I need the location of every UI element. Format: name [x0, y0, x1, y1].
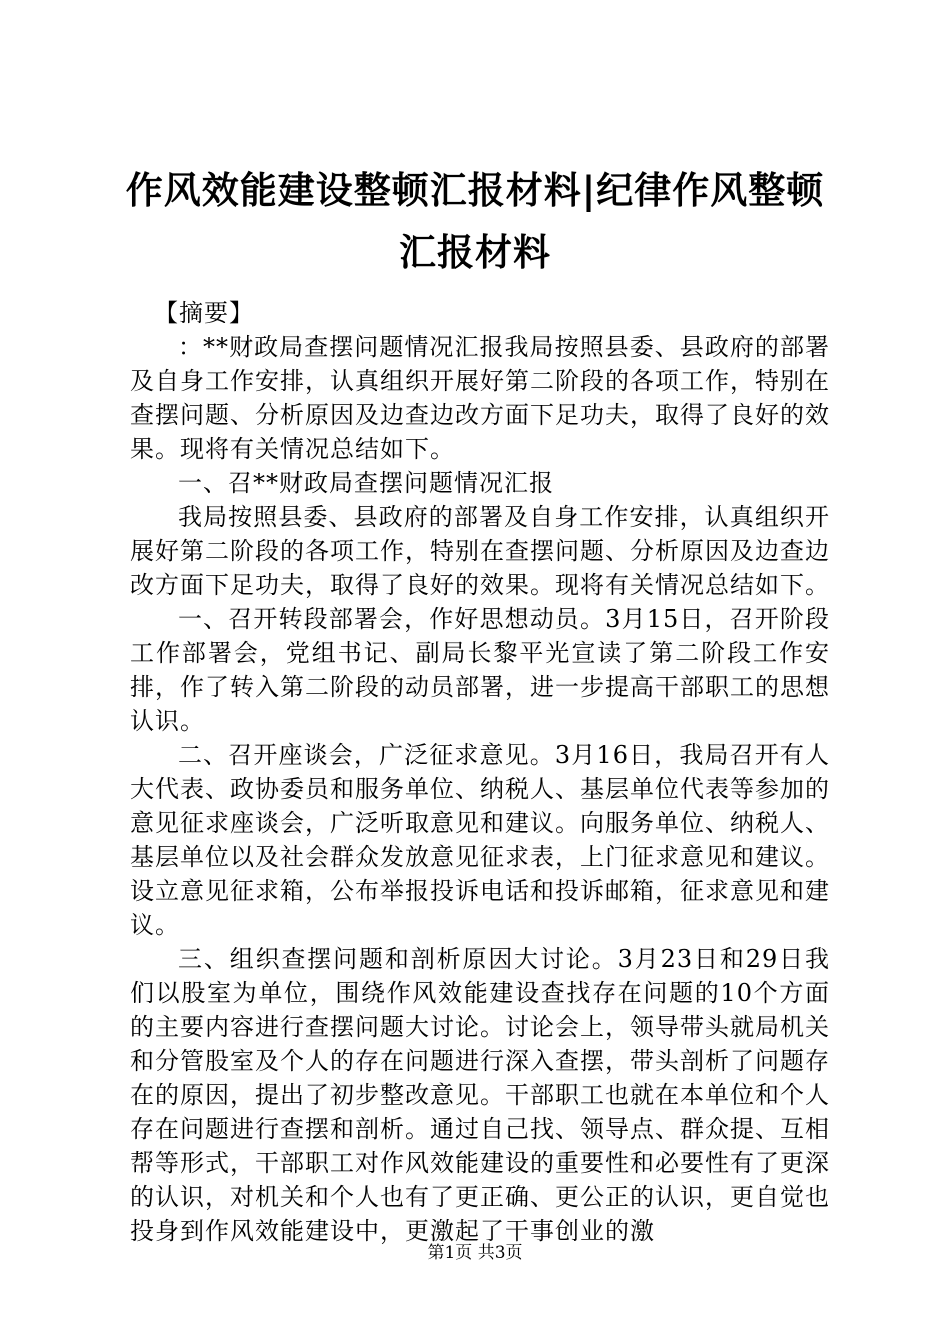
body-paragraph: 一、召开转段部署会，作好思想动员。3月15日，召开阶段工作部署会，党组书记、副局长黎平光宣读了第二阶段工作安排，作了转入第二阶段的动员部署，进一步提高干部职工的思想认识。 [130, 605, 830, 735]
body-paragraph: 三、组织查摆问题和剖析原因大讨论。3月23日和29日我们以股室为单位，围绕作风效能建设查找存在问题的10个方面的主要内容进行查摆问题大讨论。讨论会上，领导带头就局机关和分管股室及个人的存在问题进行深入查摆，带头剖析了问题存在的原因，提出了初步整改意见。干部职工也就在本单位和个人存在问题进行查摆和剖析。通过自己找、领导点、群众提、互相帮等形式，干部职工对作风效能建设的重要性和必要性有了更深的认识，对机关和个人也有了更正确、更公正的认识，更自觉也投身到作风效能建设中，更激起了干事创业的激 [130, 945, 830, 1245]
document-title: 作风效能建设整顿汇报材料|纪律作风整顿汇报材料 [125, 169, 825, 274]
body-paragraph: 我局按照县委、县政府的部署及自身工作安排，认真组织开展好第二阶段的各项工作，特别在查摆问题、分析原因及边查边改方面下足功夫，取得了良好的效果。现将有关情况总结如下。 [130, 503, 830, 599]
abstract-label: 【摘要】 [154, 299, 254, 327]
abstract-paragraph: ：**财政局查摆问题情况汇报我局按照县委、县政府的部署及自身工作安排，认真组织开展好第二阶段的各项工作，特别在查摆问题、分析原因及边查边改方面下足功夫，取得了良好的效果。现将有关情况总结如下。 [130, 333, 830, 463]
page-footer: 第1页 共3页 [427, 1243, 523, 1263]
body-paragraph: 二、召开座谈会，广泛征求意见。3月16日，我局召开有人大代表、政协委员和服务单位、纳税人、基层单位代表等参加的意见征求座谈会，广泛听取意见和建议。向服务单位、纳税人、基层单位以及社会群众发放意见征求表，上门征求意见和建议。设立意见征求箱，公布举报投诉电话和投诉邮箱，征求意见和建议。 [130, 741, 830, 939]
section-heading: 一、召**财政局查摆问题情况汇报 [178, 469, 554, 497]
document-body [130, 296, 830, 1248]
